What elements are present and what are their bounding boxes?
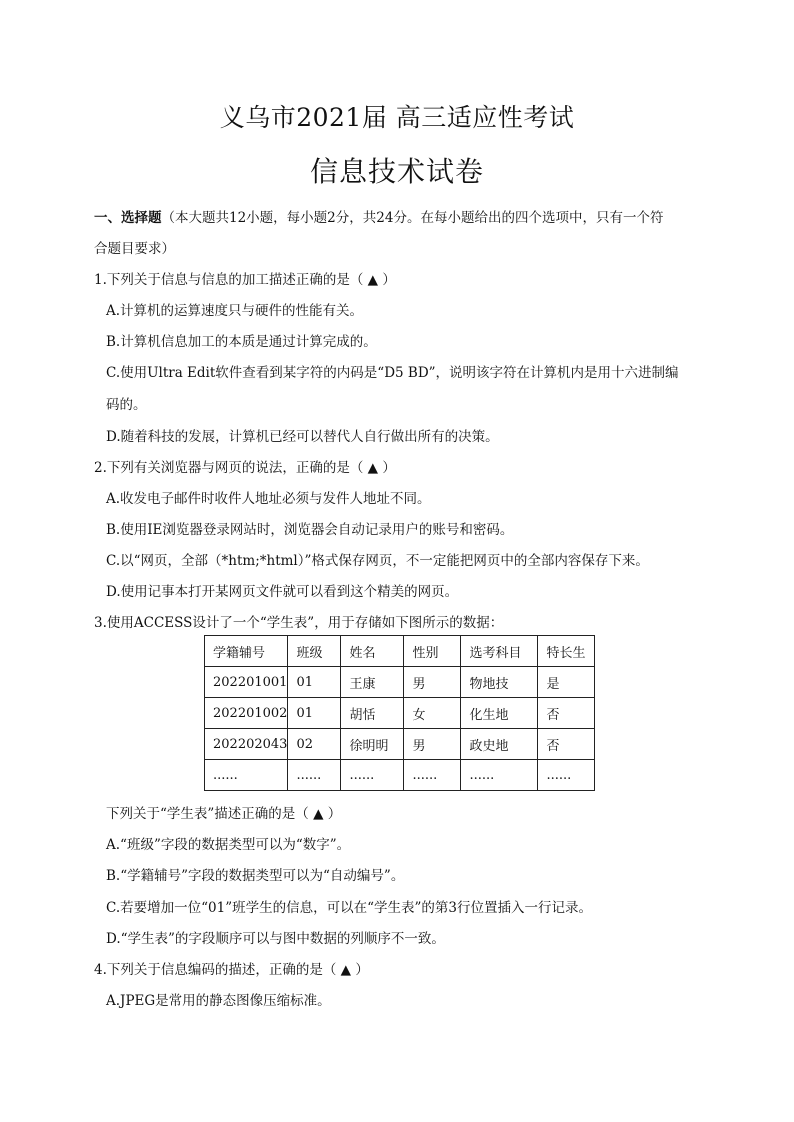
student-table xyxy=(204,635,595,791)
question-2-option-a: A.收发电子邮件时收件人地址必须与发件人地址不同。 xyxy=(106,491,431,507)
question-3-stem: 3.使用ACCESS设计了一个“学生表”，用于存储如下图所示的数据： xyxy=(94,615,504,631)
question-1-option-c: C.使用Ultra Edit软件查看到某字符的内码是“D5 BD”，说明该字符在计算机内是用十六进制编 xyxy=(106,365,679,381)
question-2-option-b: B.使用IE浏览器登录网站时，浏览器会自动记录用户的账号和密码。 xyxy=(106,522,514,538)
table-row xyxy=(205,729,595,760)
table-cell: 男 xyxy=(404,729,461,760)
table-header-cell: 性别 xyxy=(404,636,461,667)
table-cell: 物地技 xyxy=(461,667,538,698)
question-2-stem: 2.下列有关浏览器与网页的说法，正确的是（ ▲ ） xyxy=(94,460,396,476)
table-header-cell: 班级 xyxy=(288,636,341,667)
table-cell: ...... xyxy=(341,760,404,791)
table-cell: ...... xyxy=(461,760,538,791)
table-cell: 02 xyxy=(288,729,341,760)
table-cell: 男 xyxy=(404,667,461,698)
table-header-cell: 学籍辅号 xyxy=(205,636,288,667)
table-cell: 王康 xyxy=(341,667,404,698)
table-header-cell: 特长生 xyxy=(538,636,595,667)
table-cell: 女 xyxy=(404,698,461,729)
question-1-option-c-cont: 码的。 xyxy=(106,397,147,413)
table-cell: 政史地 xyxy=(461,729,538,760)
table-header-row xyxy=(205,636,595,667)
table-cell: 202201001 xyxy=(205,667,288,698)
question-1-option-a: A.计算机的运算速度只与硬件的性能有关。 xyxy=(106,303,364,319)
question-1-option-d: D.随着科技的发展，计算机已经可以替代人自行做出所有的决策。 xyxy=(106,429,499,445)
table-cell: 202201002 xyxy=(205,698,288,729)
table-cell: ...... xyxy=(404,760,461,791)
table-header-cell: 选考科目 xyxy=(461,636,538,667)
table-row xyxy=(205,698,595,729)
question-3-sub-stem: 下列关于“学生表”描述正确的是（ ▲ ） xyxy=(106,806,342,822)
table-cell: ...... xyxy=(288,760,341,791)
table-cell: 否 xyxy=(538,698,595,729)
question-2-option-d: D.使用记事本打开某网页文件就可以看到这个精美的网页。 xyxy=(106,584,459,600)
table-cell: 否 xyxy=(538,729,595,760)
table-cell: 胡恬 xyxy=(341,698,404,729)
table-header-cell: 姓名 xyxy=(341,636,404,667)
table-cell: ...... xyxy=(538,760,595,791)
table-cell: ...... xyxy=(205,760,288,791)
question-2-option-c: C.以“网页，全部（*htm;*html）”格式保存网页，不一定能把网页中的全部内容保存下来。 xyxy=(106,553,649,569)
section-description-cont: 合题目要求） xyxy=(94,241,175,257)
question-3-option-a: A.“班级”字段的数据类型可以为“数字”。 xyxy=(106,837,351,853)
question-1-option-b: B.计算机信息加工的本质是通过计算完成的。 xyxy=(106,334,377,350)
exam-subtitle: 信息技术试卷 xyxy=(309,155,484,188)
table-cell: 01 xyxy=(288,698,341,729)
table-row xyxy=(205,667,595,698)
table-cell: 化生地 xyxy=(461,698,538,729)
section-label: 一、选择题 xyxy=(94,210,162,226)
question-3-option-c: C.若要增加一位“01”班学生的信息，可以在“学生表”的第3行位置插入一行记录。 xyxy=(106,900,593,916)
table-cell: 是 xyxy=(538,667,595,698)
question-4-stem: 4.下列关于信息编码的描述，正确的是（ ▲ ） xyxy=(94,962,369,978)
question-3-option-b: B.“学籍辅号”字段的数据类型可以为“自动编号”。 xyxy=(106,868,405,884)
table-cell: 01 xyxy=(288,667,341,698)
section-heading xyxy=(94,206,663,226)
exam-title: 义乌市2021届 高三适应性考试 xyxy=(219,103,575,132)
table-row xyxy=(205,760,595,791)
question-3-option-d: D.“学生表”的字段顺序可以与图中数据的列顺序不一致。 xyxy=(106,931,445,947)
question-1-stem: 1.下列关于信息与信息的加工描述正确的是（ ▲ ） xyxy=(94,272,396,288)
question-4-option-a: A.JPEG是常用的静态图像压缩标准。 xyxy=(106,993,331,1009)
table-cell: 202202043 xyxy=(205,729,288,760)
table-cell: 徐明明 xyxy=(341,729,404,760)
section-description: （本大题共12小题，每小题2分，共24分。在每小题给出的四个选项中，只有一个符 xyxy=(161,210,664,226)
